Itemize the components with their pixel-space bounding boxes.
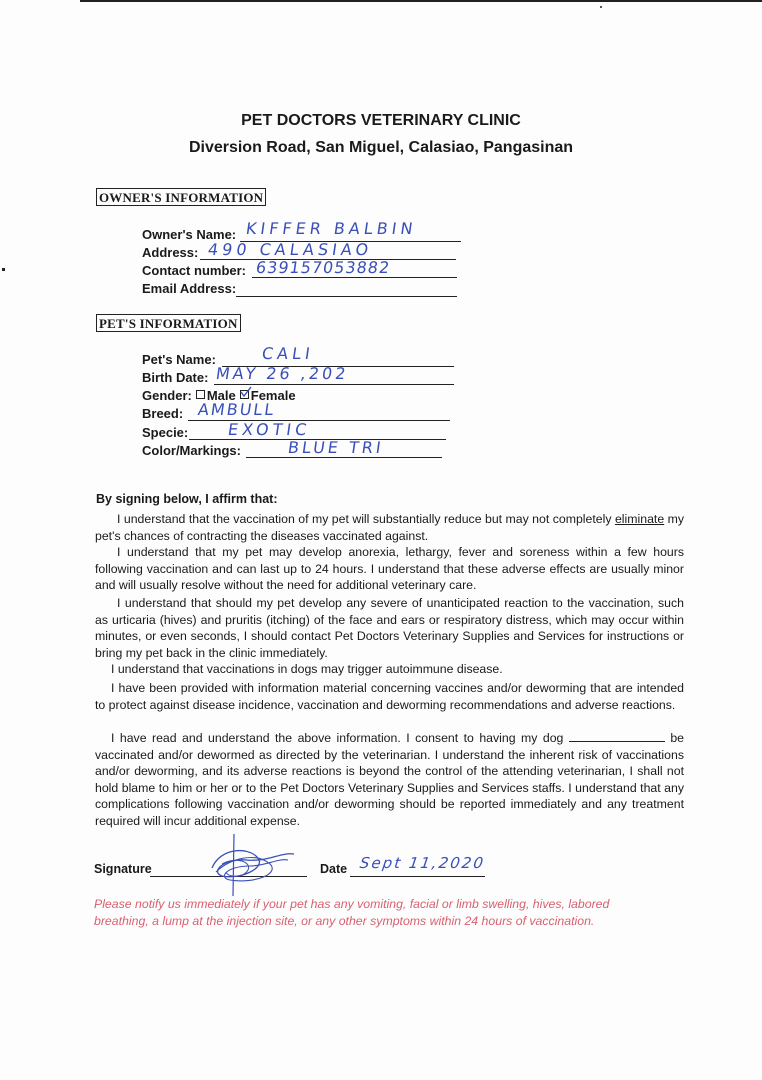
color-markings-field[interactable]: BLUE TRI	[286, 438, 385, 457]
affirmation-paragraph-5: I have been provided with information material concerning vaccines and/or deworming that are intended to protect against disease incidence, vaccination and deworming recommendations and adverse reactions.	[95, 681, 684, 712]
breed-label: Breed:	[142, 406, 184, 421]
date-field[interactable]: Sept 11,2020	[358, 854, 487, 872]
page-top-border	[80, 0, 762, 2]
affirmation-paragraph-4: I understand that vaccinations in dogs may trigger autoimmune disease.	[111, 662, 503, 676]
male-checkbox[interactable]	[196, 390, 205, 399]
email-label: Email Address:	[142, 281, 237, 296]
contact-label: Contact number:	[142, 263, 246, 278]
female-checkbox[interactable]	[240, 390, 249, 399]
color-markings-line	[246, 457, 442, 458]
color-markings-label: Color/Markings:	[142, 443, 241, 458]
date-label: Date	[320, 862, 348, 876]
affirmation-paragraph-1	[95, 511, 684, 544]
p6-end: be vaccinated and/or dewormed as directed by the veterinarian. I understand the inherent risk of vaccinations and/or deworming, and its adverse reactions is beyond the control of the attending veterinarian, I shall not hold blame to him or her or to the Pet Doctors Veterinary Supplies and Services staffs. I understand that any complications following vaccination and/or deworming should be reported immediately and any treatment required will incur additional expense.	[95, 731, 685, 828]
breed-line	[188, 420, 450, 421]
birth-date-line	[214, 384, 454, 385]
address-field[interactable]: 490 CALASIAO	[206, 240, 374, 259]
p1-end: my pet's chances of contracting the diseases vaccinated against.	[95, 512, 685, 543]
owner-name-field[interactable]: KIFFER BALBIN	[244, 219, 418, 238]
affirmation-heading: By signing below, I affirm that:	[96, 492, 278, 506]
affirmation-paragraph-3: I understand that should my pet develop any severe of unanticipated reaction to the vaccination, such as urticaria (hives) and pruritis (itching) of the face and ears or respiratory distress, which may occur within minutes, or even seconds, I should contact Pet Doctors Veterinary Supplies and Services for instructions or bring my pet back in the clinic immediately.	[95, 596, 684, 660]
clinic-name: PET DOCTORS VETERINARY CLINIC	[241, 112, 521, 129]
male-label: Male	[206, 388, 236, 403]
specie-field[interactable]: EXOTIC	[226, 420, 312, 439]
p1-underlined-word: eliminate	[614, 512, 665, 526]
email-line	[236, 296, 457, 297]
dog-name-blank[interactable]	[569, 731, 665, 742]
contact-line	[252, 277, 457, 278]
affirmation-paragraph-2: I understand that my pet may develop anorexia, lethargy, fever and soreness within a few hours following vaccination and can last up to 24 hours. I understand that these adverse effects are usually minor and will usually resolve without the need for additional veterinary care.	[95, 545, 684, 593]
breed-field[interactable]: AMBULL	[196, 400, 277, 419]
birth-date-field[interactable]: MAY 26 ,202	[214, 364, 350, 383]
signature-label: Signature	[94, 862, 152, 876]
post-vaccination-notice: Please notify us immediately if your pet has any vomiting, facial or limb swelling, hives, labored breathing, a lump at the injection site, or any other symptoms within 24 hours of vaccination.	[94, 897, 610, 928]
owner-name-label: Owner's Name:	[142, 227, 237, 242]
gender-label: Gender:	[142, 388, 192, 403]
pet-section-title: PET'S INFORMATION	[96, 314, 241, 332]
female-label: Female	[250, 388, 296, 403]
address-label: Address:	[142, 245, 199, 260]
p1-start: I understand that the vaccination of my pet will substantially reduce but may not completely	[117, 512, 612, 526]
owner-section-title: OWNER'S INFORMATION	[96, 188, 266, 206]
checkmark-icon	[240, 386, 252, 398]
pet-name-label: Pet's Name:	[142, 352, 216, 367]
scan-mark	[600, 6, 602, 8]
date-line	[350, 876, 485, 877]
p6-start: I have read and understand the above information. I consent to having my dog	[111, 731, 564, 745]
affirmation-paragraph-6	[95, 730, 684, 830]
pet-name-field[interactable]: CALI	[260, 344, 316, 363]
birth-date-label: Birth Date:	[142, 370, 209, 385]
contact-field[interactable]: 639157053882	[254, 258, 392, 277]
signature-scribble[interactable]	[200, 828, 300, 900]
specie-label: Specie:	[142, 425, 189, 440]
scan-mark	[2, 268, 5, 271]
clinic-address: Diversion Road, San Miguel, Calasiao, Pangasinan	[188, 139, 574, 156]
